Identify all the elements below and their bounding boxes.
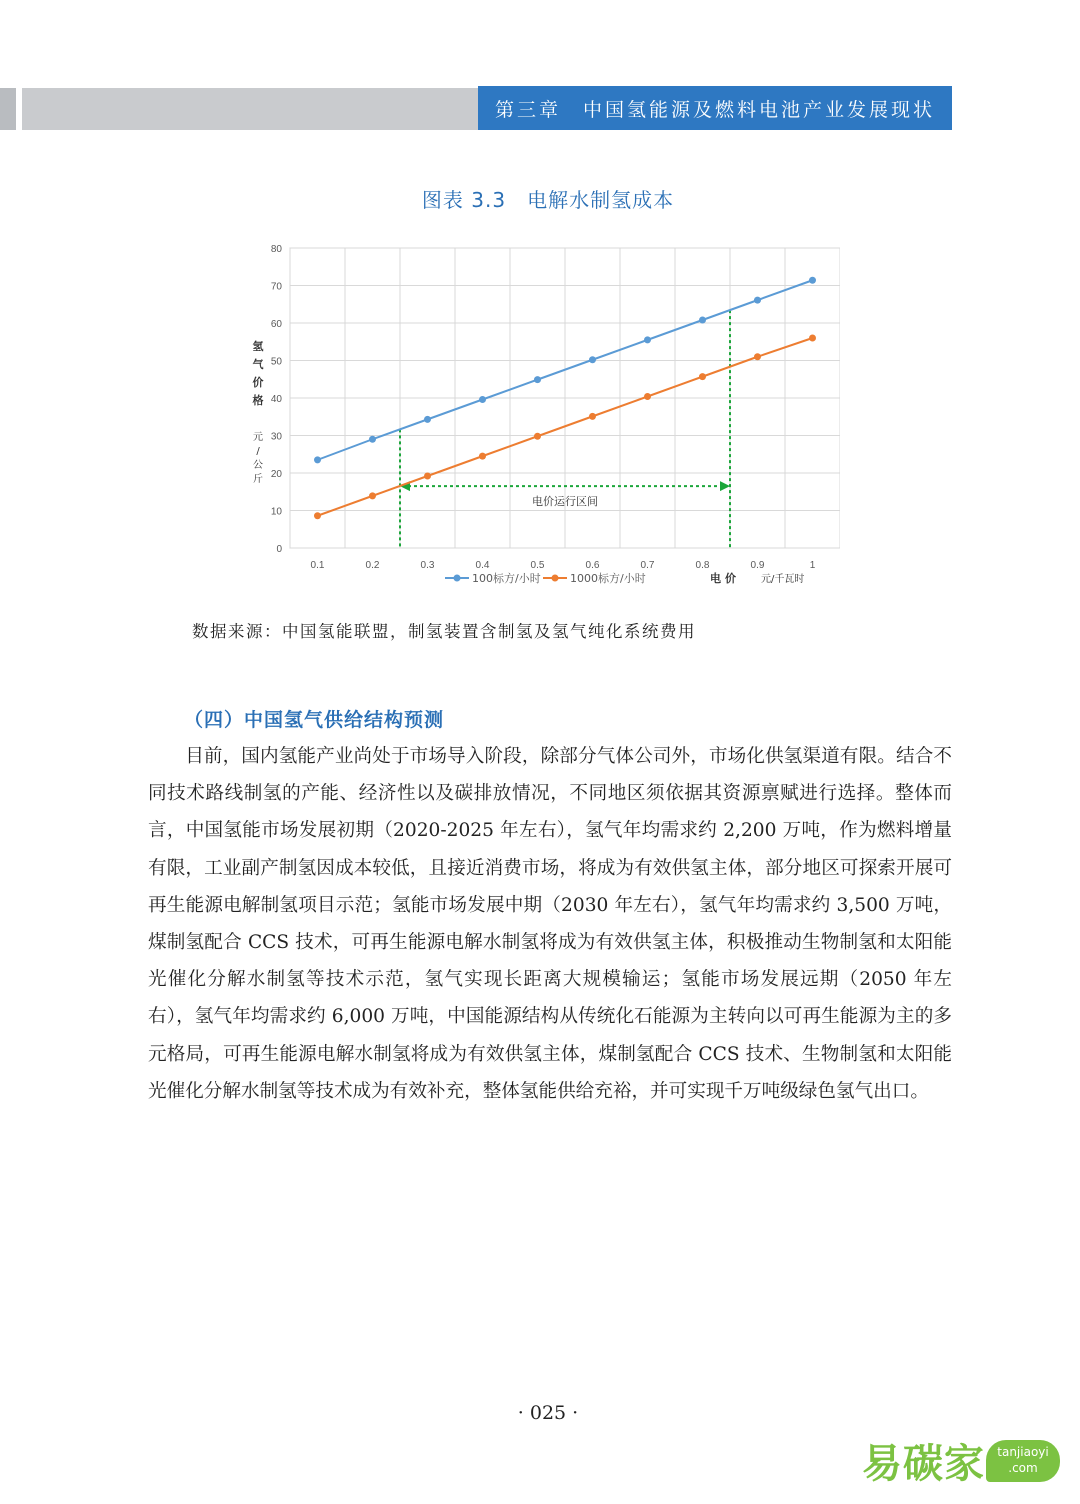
- data-source-note: 数据来源：中国氢能联盟，制氢装置含制氢及氢气纯化系统费用: [192, 622, 696, 641]
- series-2-point: [699, 373, 706, 380]
- x-axis-unit: 元/千瓦时: [761, 574, 805, 585]
- series-1-point: [644, 336, 651, 343]
- series-2-point: [369, 492, 376, 499]
- watermark-brand-text: 易碳家: [862, 1441, 985, 1487]
- x-tick-label: 0.5: [530, 560, 545, 571]
- series-1-point: [369, 436, 376, 443]
- series-1-point: [754, 297, 761, 304]
- x-axis-label: 电价: [710, 572, 740, 585]
- range-arrowhead-right: [720, 481, 730, 491]
- section-heading: （四）中国氢气供给结构预测: [184, 709, 445, 731]
- y-axis-label-char: 氢: [252, 340, 264, 353]
- site-watermark-logo: [862, 1428, 1062, 1492]
- series-2-point: [589, 413, 596, 420]
- y-tick-label: 20: [270, 469, 282, 480]
- watermark-site-line1: tanjiaoyi: [997, 1445, 1049, 1459]
- x-tick-label: 0.9: [750, 560, 765, 571]
- series-1-point: [479, 396, 486, 403]
- x-tick-label: 0.6: [585, 560, 600, 571]
- x-tick-label: 0.2: [365, 560, 380, 571]
- y-axis-label-char: 价: [252, 376, 264, 389]
- hydrogen-cost-chart: [240, 236, 840, 596]
- y-axis-label-char: 气: [252, 358, 264, 371]
- series-2-point: [644, 393, 651, 400]
- figure-title: 图表 3.3 电解水制氢成本: [421, 188, 675, 212]
- chapter-header: 第三章 中国氢能源及燃料电池产业发展现状: [478, 86, 952, 130]
- y-tick-label: 80: [270, 244, 282, 255]
- x-tick-label: 0.8: [695, 560, 710, 571]
- y-tick-label: 70: [270, 281, 282, 293]
- chart-axes: [253, 244, 816, 585]
- range-annotation-label: 电价运行区间: [532, 495, 598, 509]
- x-tick-label: 0.7: [640, 560, 655, 571]
- y-tick-label: 30: [270, 431, 282, 443]
- series-2-point: [809, 335, 816, 342]
- legend-entry-2: 1000标方/小时: [570, 572, 646, 585]
- legend-entry-1: 100标方/小时: [472, 572, 541, 585]
- legend-swatch-marker-2: [552, 575, 559, 582]
- series-2-point: [479, 453, 486, 460]
- header-bar: [22, 88, 478, 130]
- series-2-point: [534, 433, 541, 440]
- series-1-point: [534, 376, 541, 383]
- series-1-point: [314, 456, 321, 463]
- section-paragraph: 目前，国内氢能产业尚处于市场导入阶段，除部分气体公司外，市场化供氢渠道有限。结合不同技术路线制氢的产能、经济性以及碳排放情况，不同地区须依据其资源禀赋进行选择。整体而言，中国氢能市场发展初期（2020-2025 年左右），氢气年均需求约 2,200 万吨，作为燃料增量有限，工业副产制氢因成本较低，且接近消费市场，将成为有效供氢主体，部分地区可探索开展可再生能源电解制氢项目示范；氢能市场发展中期（2030 年左右），氢气年均需求约 3,500 万吨，煤制氢配合 CCS 技术，可再生能源电解水制氢将成为有效供氢主体，积极推动生物制氢和太阳能光催化分解水制氢等技术示范，氢气实现长距离大规模输运；氢能市场发展远期（2050 年左右），氢气年均需求约 6,000 万吨，中国能源结构从传统化石能源为主转向以可再生能源为主的多元格局，可再生能源电解水制氢将成为有效供氢主体，煤制氢配合 CCS 技术、生物制氢和太阳能光催化分解水制氢等技术成为有效补充，整体氢能供给充裕，并可实现千万吨级绿色氢气出口。: [148, 746, 952, 1102]
- x-tick-label: 0.3: [420, 560, 435, 571]
- series-1-point: [424, 416, 431, 423]
- page-number: · 025 ·: [517, 1402, 579, 1424]
- chart-legend: [445, 571, 646, 585]
- x-tick-label: 0.1: [310, 560, 325, 571]
- y-axis-unit-char: 元: [253, 432, 263, 443]
- y-tick-label: 40: [270, 394, 282, 405]
- x-tick-label: 0.4: [475, 560, 490, 571]
- y-tick-label: 0: [276, 544, 282, 555]
- header-bar-accent: [0, 88, 16, 130]
- y-tick-label: 10: [270, 506, 282, 518]
- x-tick-label: 1: [809, 560, 816, 571]
- y-axis-unit-char: /: [256, 446, 260, 457]
- y-axis-unit-char: 公: [253, 460, 263, 471]
- series-2-point: [424, 473, 431, 480]
- y-axis-label-char: 格: [252, 394, 264, 407]
- y-tick-label: 50: [270, 356, 282, 368]
- watermark-site-line2: .com: [1008, 1461, 1038, 1475]
- y-tick-label: 60: [270, 319, 282, 330]
- watermark-badge: [986, 1440, 1060, 1482]
- series-1-point: [589, 356, 596, 363]
- legend-swatch-marker-1: [454, 575, 461, 582]
- series-1-point: [809, 277, 816, 284]
- series-2-point: [754, 353, 761, 360]
- series-2-point: [314, 512, 321, 519]
- series-1-point: [699, 317, 706, 324]
- y-axis-unit-char: 斤: [253, 474, 263, 485]
